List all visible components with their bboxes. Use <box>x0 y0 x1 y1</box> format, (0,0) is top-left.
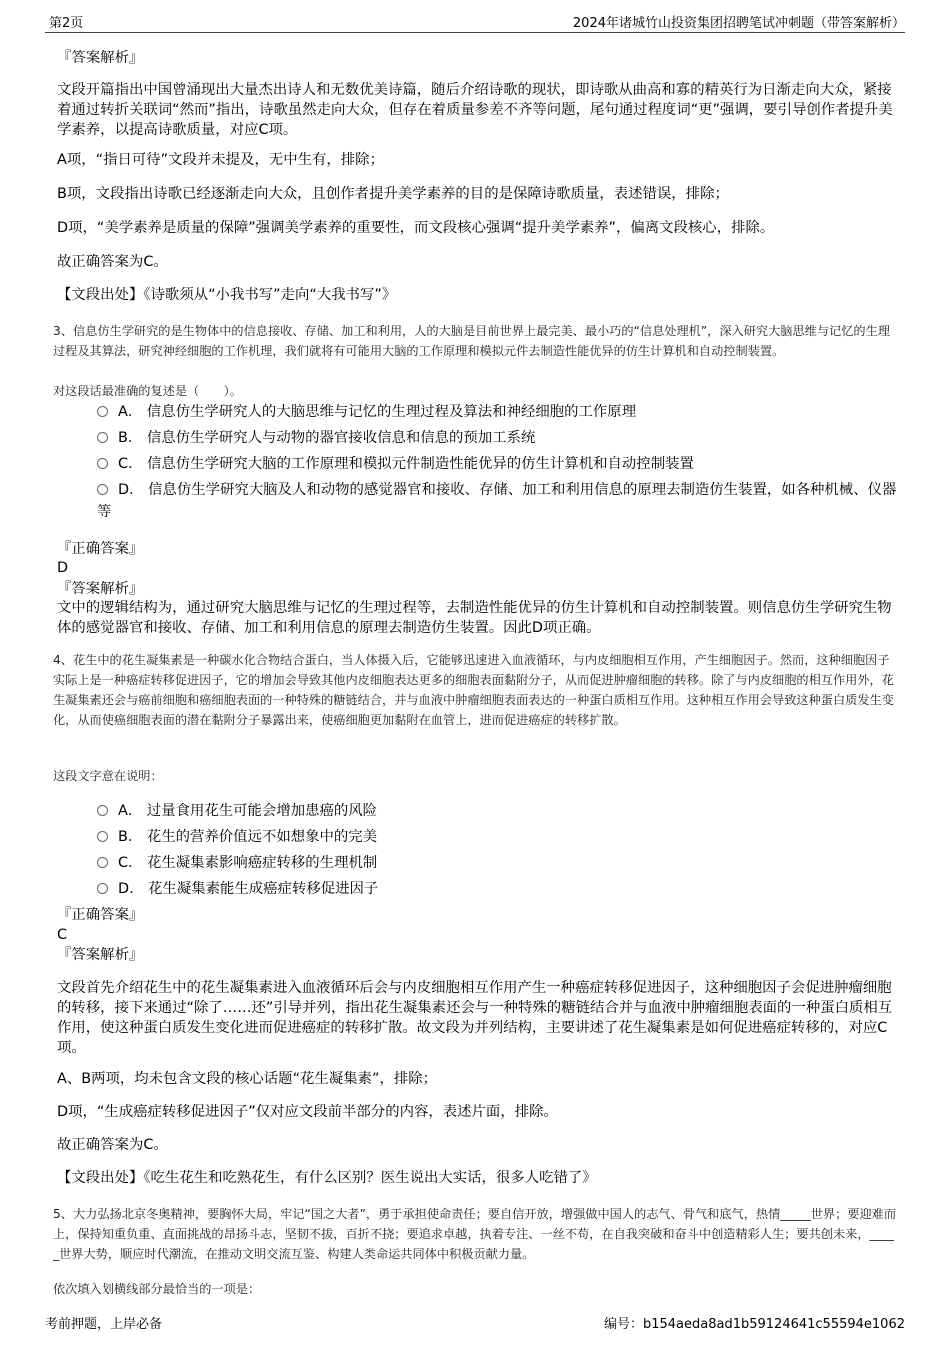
q3-analysis-heading: 『答案解析』 <box>57 581 144 597</box>
header-divider <box>45 32 905 33</box>
radio-icon[interactable] <box>97 857 108 868</box>
q4-option-d[interactable]: D． 花生凝集素能生成癌症转移促进因子 <box>97 878 897 900</box>
question-5-prompt: 依次填入划横线部分最恰当的一项是： <box>53 1282 261 1296</box>
radio-icon[interactable] <box>97 883 108 894</box>
question-5-stem: 5、大力弘扬北京冬奥精神，要胸怀大局，牢记“国之大者”，勇于承担使命责任；要自信开放，增强做中国人的志气、骨气和底气，热情_____世界；要迎难而上，保持知重负重、直面挑战的昂扬斗志，坚韧不拔，百折不挠；要追求卓越，执着专注、一丝不苟，在自我突破和奋斗中创造精彩人生；要共创未来，_____世界大势，顺应时代潮流，在推动文明交流互鉴、构建人类命运共同体中积极贡献力量。 <box>53 1207 897 1261</box>
conclusion: 故正确答案为C。 <box>57 254 168 270</box>
question-3-prompt: 对这段话最准确的复述是（ ）。 <box>53 384 242 398</box>
q4-ab-note: A、B两项，均未包含文段的核心话题“花生凝集素”，排除； <box>57 1071 438 1087</box>
q4-d-note: D项，“生成癌症转移促进因子”仅对应文段前半部分的内容，表述片面，排除。 <box>57 1104 558 1120</box>
question-3-stem: 3、信息仿生学研究的是生物体中的信息接收、存储、加工和利用，人的大脑是目前世界上最完美、最小巧的“信息处理机”，深入研究大脑思维与记忆的生理过程及其算法，研究神经细胞的工作机理，我们就将有可能用大脑的工作原理和模拟元件去制造性能优异的仿生计算机和自动控制装置。 <box>53 324 890 358</box>
q3-answer-heading: 『正确答案』 <box>57 541 144 557</box>
radio-icon[interactable] <box>97 805 108 816</box>
q4-analysis: 文段首先介绍花生中的花生凝集素进入血液循环后会与内皮细胞相互作用产生一种癌症转移促进因子，这种细胞因子会促进肿瘤细胞的转移，接下来通过“除了……还”引导并列，指出花生凝集素还会与一种特殊的糖链结合并与血液中肿瘤细胞表面的一种蛋白质相互作用，使这种蛋白质发生变化进而促进癌症的转移扩散。故文段为并列结构，主要讲述了花生凝集素是如何促进癌症转移的，对应C项。 <box>57 980 893 1056</box>
page-number: 第2页 <box>49 16 84 31</box>
q4-answer: C <box>57 927 68 943</box>
radio-icon[interactable] <box>97 458 108 469</box>
question-4-prompt: 这段文字意在说明： <box>53 769 163 783</box>
analysis-text: 文段开篇指出中国曾涌现出大量杰出诗人和无数优美诗篇，随后介绍诗歌的现状，即诗歌从曲高和寡的精英行为日渐走向大众，紧接着通过转折关联词“然而”指出，诗歌虽然走向大众，但存在着质量参差不齐等问题，尾句通过程度词“更”强调，要引导创作者提升美学素养，以提高诗歌质量，对应C项。 <box>57 82 893 138</box>
q4-option-b[interactable]: B． 花生的营养价值远不如想象中的完美 <box>97 826 897 848</box>
footer-slogan: 考前押题，上岸必备 <box>45 1317 163 1332</box>
option-d-note: D项，“美学素养是质量的保障”强调美学素养的重要性，而文段核心强调“提升美学素养”，偏离文段核心，排除。 <box>57 220 775 236</box>
q3-option-b[interactable]: B． 信息仿生学研究人与动物的器官接收信息和信息的预加工系统 <box>97 427 897 449</box>
analysis-heading: 『答案解析』 <box>57 50 144 66</box>
radio-icon[interactable] <box>97 831 108 842</box>
q3-analysis: 文中的逻辑结构为，通过研究大脑思维与记忆的生理过程等，去制造性能优异的仿生计算机和自动控制装置。则信息仿生学研究生物体的感觉器官和接收、存储、加工和利用信息的原理去制造仿生装置。因此D项正确。 <box>57 600 892 636</box>
q4-source-citation: 【文段出处】《吃生花生和吃熟花生，有什么区别？医生说出大实话，很多人吃错了》 <box>57 1170 597 1186</box>
radio-icon[interactable] <box>97 432 108 443</box>
q4-analysis-heading: 『答案解析』 <box>57 947 144 963</box>
q4-option-c[interactable]: C． 花生凝集素影响癌症转移的生理机制 <box>97 852 897 874</box>
document-title: 2024年诸城竹山投资集团招聘笔试冲刺题（带答案解析） <box>572 16 905 31</box>
footer-code: 编号：b154aeda8ad1b59124641c55594e1062 <box>603 1317 905 1332</box>
q4-answer-heading: 『正确答案』 <box>57 907 144 923</box>
q3-answer: D <box>57 560 69 576</box>
source-citation: 【文段出处】《诗歌须从“小我书写”走向“大我书写”》 <box>57 287 397 303</box>
q4-conclusion: 故正确答案为C。 <box>57 1137 168 1153</box>
q3-option-a[interactable]: A． 信息仿生学研究人的大脑思维与记忆的生理过程及算法和神经细胞的工作原理 <box>97 401 897 423</box>
radio-icon[interactable] <box>97 484 108 495</box>
option-a-note: A项，“指日可待”文段并未提及，无中生有，排除； <box>57 152 384 168</box>
option-b-note: B项，文段指出诗歌已经逐渐走向大众，且创作者提升美学素养的目的是保障诗歌质量，表述错误，排除； <box>57 186 729 202</box>
q4-option-a[interactable]: A． 过量食用花生可能会增加患癌的风险 <box>97 800 897 822</box>
q3-option-c[interactable]: C． 信息仿生学研究大脑的工作原理和模拟元件制造性能优异的仿生计算机和自动控制装置 <box>97 453 897 475</box>
question-4-stem: 4、花生中的花生凝集素是一种碳水化合物结合蛋白，当人体摄入后，它能够迅速进入血液循环，与内皮细胞相互作用，产生细胞因子。然而，这种细胞因子实际上是一种癌症转移促进因子，它的增加会导致其他内皮细胞表达更多的细胞表面黏附分子，从而促进肿瘤细胞的转移。除了与内皮细胞的相互作用外，花生凝集素还会与癌前细胞和癌细胞表面的一种特殊的糖链结合，并与血液中肿瘤细胞表面表达的一种蛋白质相互作用。这种相互作用会导致这种蛋白质发生变化，从而使癌细胞表面的潜在黏附分子暴露出来，使癌细胞更加黏附在血管上，进而促进癌症的转移扩散。 <box>53 653 894 727</box>
q3-option-d[interactable]: D． 信息仿生学研究大脑及人和动物的感觉器官和接收、存储、加工和利用信息的原理去制造仿生装置，如各种机械、仪器等 <box>97 482 897 520</box>
radio-icon[interactable] <box>97 406 108 417</box>
